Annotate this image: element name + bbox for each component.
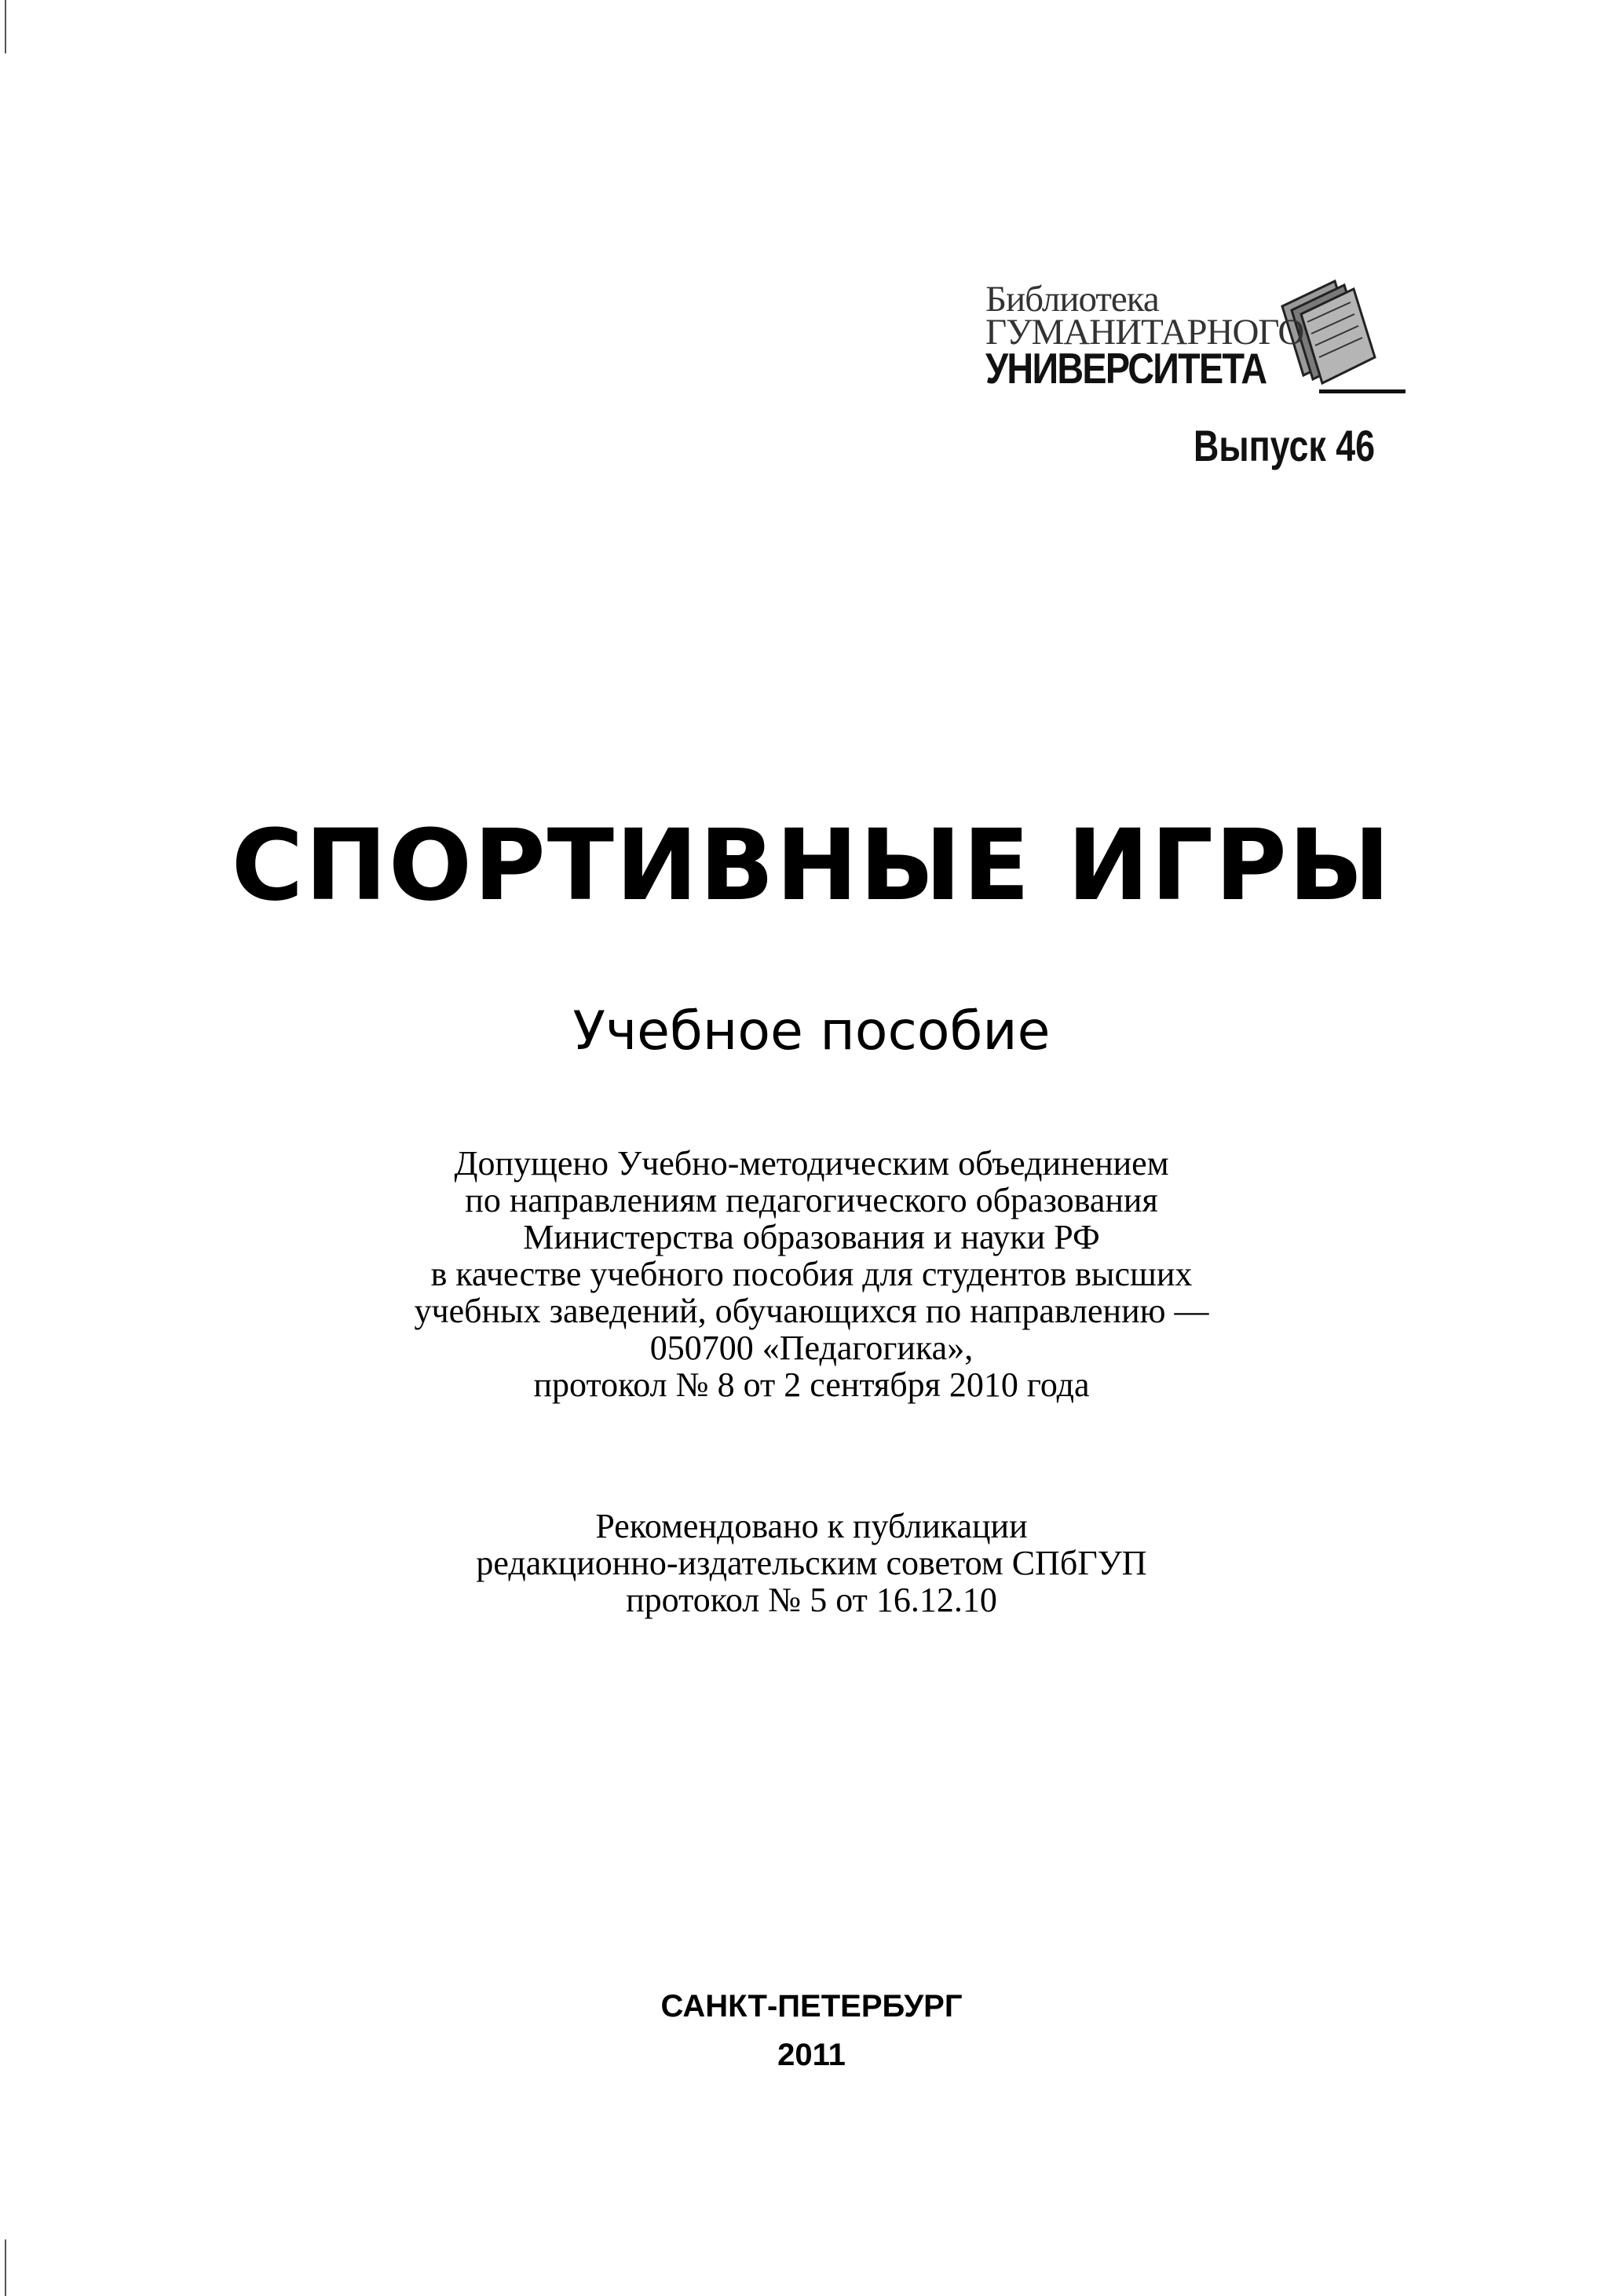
approval-line: в качестве учебного пособия для студентов высших [430, 1255, 1193, 1293]
recommendation-statement [0, 1508, 1623, 1618]
approval-line: Министерства образования и науки РФ [523, 1218, 1100, 1256]
issue-number: Выпуск 46 [1193, 421, 1376, 470]
recommendation-line: протокол № 5 от 16.12.10 [626, 1581, 997, 1619]
crop-mark-top [5, 0, 6, 53]
logo-line-library: Библиотека [985, 279, 1159, 320]
book-title: СПОРТИВНЫЕ ИГРЫ [231, 809, 1392, 923]
logo-line-university: УНИВЕРСИТЕТА [985, 344, 1267, 393]
imprint-city: САНКТ-ПЕТЕРБУРГ [660, 1989, 963, 2024]
recommendation-line: Рекомендовано к публикации [595, 1507, 1028, 1545]
approval-line: учебных заведений, обучающихся по направлению — [414, 1292, 1209, 1330]
logo-underline [1319, 389, 1406, 393]
approval-line: 050700 «Педагогика», [649, 1329, 974, 1367]
approval-line: Допущено Учебно-методическим объединением [454, 1144, 1169, 1183]
approval-line: протокол № 8 от 2 сентября 2010 года [533, 1366, 1090, 1404]
imprint-year: 2011 [777, 2038, 846, 2072]
crop-mark-bottom [5, 2239, 6, 2296]
book-subtitle: Учебное пособие [572, 1000, 1051, 1062]
logo-line-humanitarian: ГУМАНИТАРНОГО [985, 312, 1304, 353]
series-logo [985, 275, 1409, 400]
recommendation-line: редакционно-издательским советом СПбГУП [476, 1544, 1147, 1582]
approval-line: по направлениям педагогического образования [465, 1181, 1158, 1219]
approval-statement [0, 1145, 1623, 1403]
